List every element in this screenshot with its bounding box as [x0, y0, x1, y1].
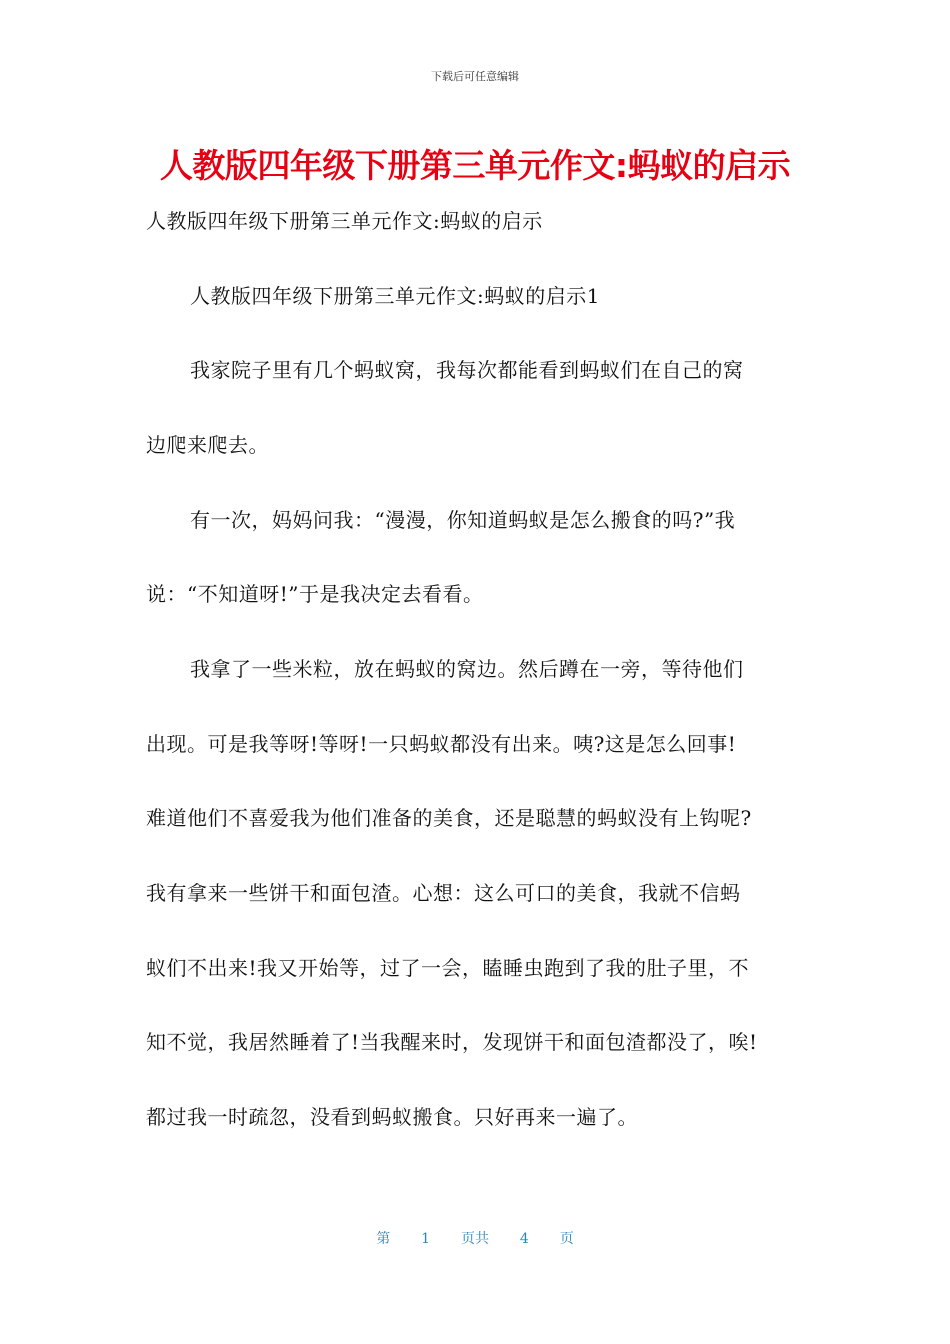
footer-page-prefix: 第	[376, 1231, 391, 1247]
footer-page-mid: 页共	[461, 1231, 489, 1247]
document-title: 人教版四年级下册第三单元作文:蚂蚁的启示	[159, 146, 791, 185]
paragraph-line: 有一次，妈妈问我：“漫漫，你知道蚂蚁是怎么搬食的吗?”我	[190, 508, 736, 532]
paragraph-line: 我有拿来一些饼干和面包渣。心想：这么可口的美食，我就不信蚂	[146, 881, 741, 905]
paragraph-line: 我家院子里有几个蚂蚁窝，我每次都能看到蚂蚁们在自己的窝	[190, 358, 744, 382]
paragraph-line: 说：“不知道呀!”于是我决定去看看。	[146, 582, 484, 606]
paragraph-line: 难道他们不喜爱我为他们准备的美食，还是聪慧的蚂蚁没有上钩呢?	[146, 806, 752, 830]
page-footer	[0, 1228, 950, 1248]
paragraph-line: 人教版四年级下册第三单元作文:蚂蚁的启示1	[190, 284, 600, 308]
paragraph-line: 边爬来爬去。	[146, 433, 269, 457]
paragraph-line: 人教版四年级下册第三单元作文:蚂蚁的启示	[146, 209, 543, 233]
paragraph-line: 出现。可是我等呀!等呀!一只蚂蚁都没有出来。咦?这是怎么回事!	[146, 732, 737, 756]
footer-page-number: 1	[421, 1231, 431, 1247]
footer-page-suffix: 页	[559, 1231, 574, 1247]
paragraph-line: 我拿了一些米粒，放在蚂蚁的窝边。然后蹲在一旁，等待他们	[190, 657, 744, 681]
paragraph-line: 都过我一时疏忽，没看到蚂蚁搬食。只好再来一遍了。	[146, 1105, 638, 1129]
paragraph-line: 知不觉，我居然睡着了!当我醒来时，发现饼干和面包渣都没了，唉!	[146, 1030, 758, 1054]
paragraph-line: 蚁们不出来!我又开始等，过了一会，瞌睡虫跑到了我的肚子里，不	[146, 956, 750, 980]
footer-total-pages: 4	[519, 1231, 529, 1247]
header-note: 下载后可任意编辑	[431, 70, 519, 83]
